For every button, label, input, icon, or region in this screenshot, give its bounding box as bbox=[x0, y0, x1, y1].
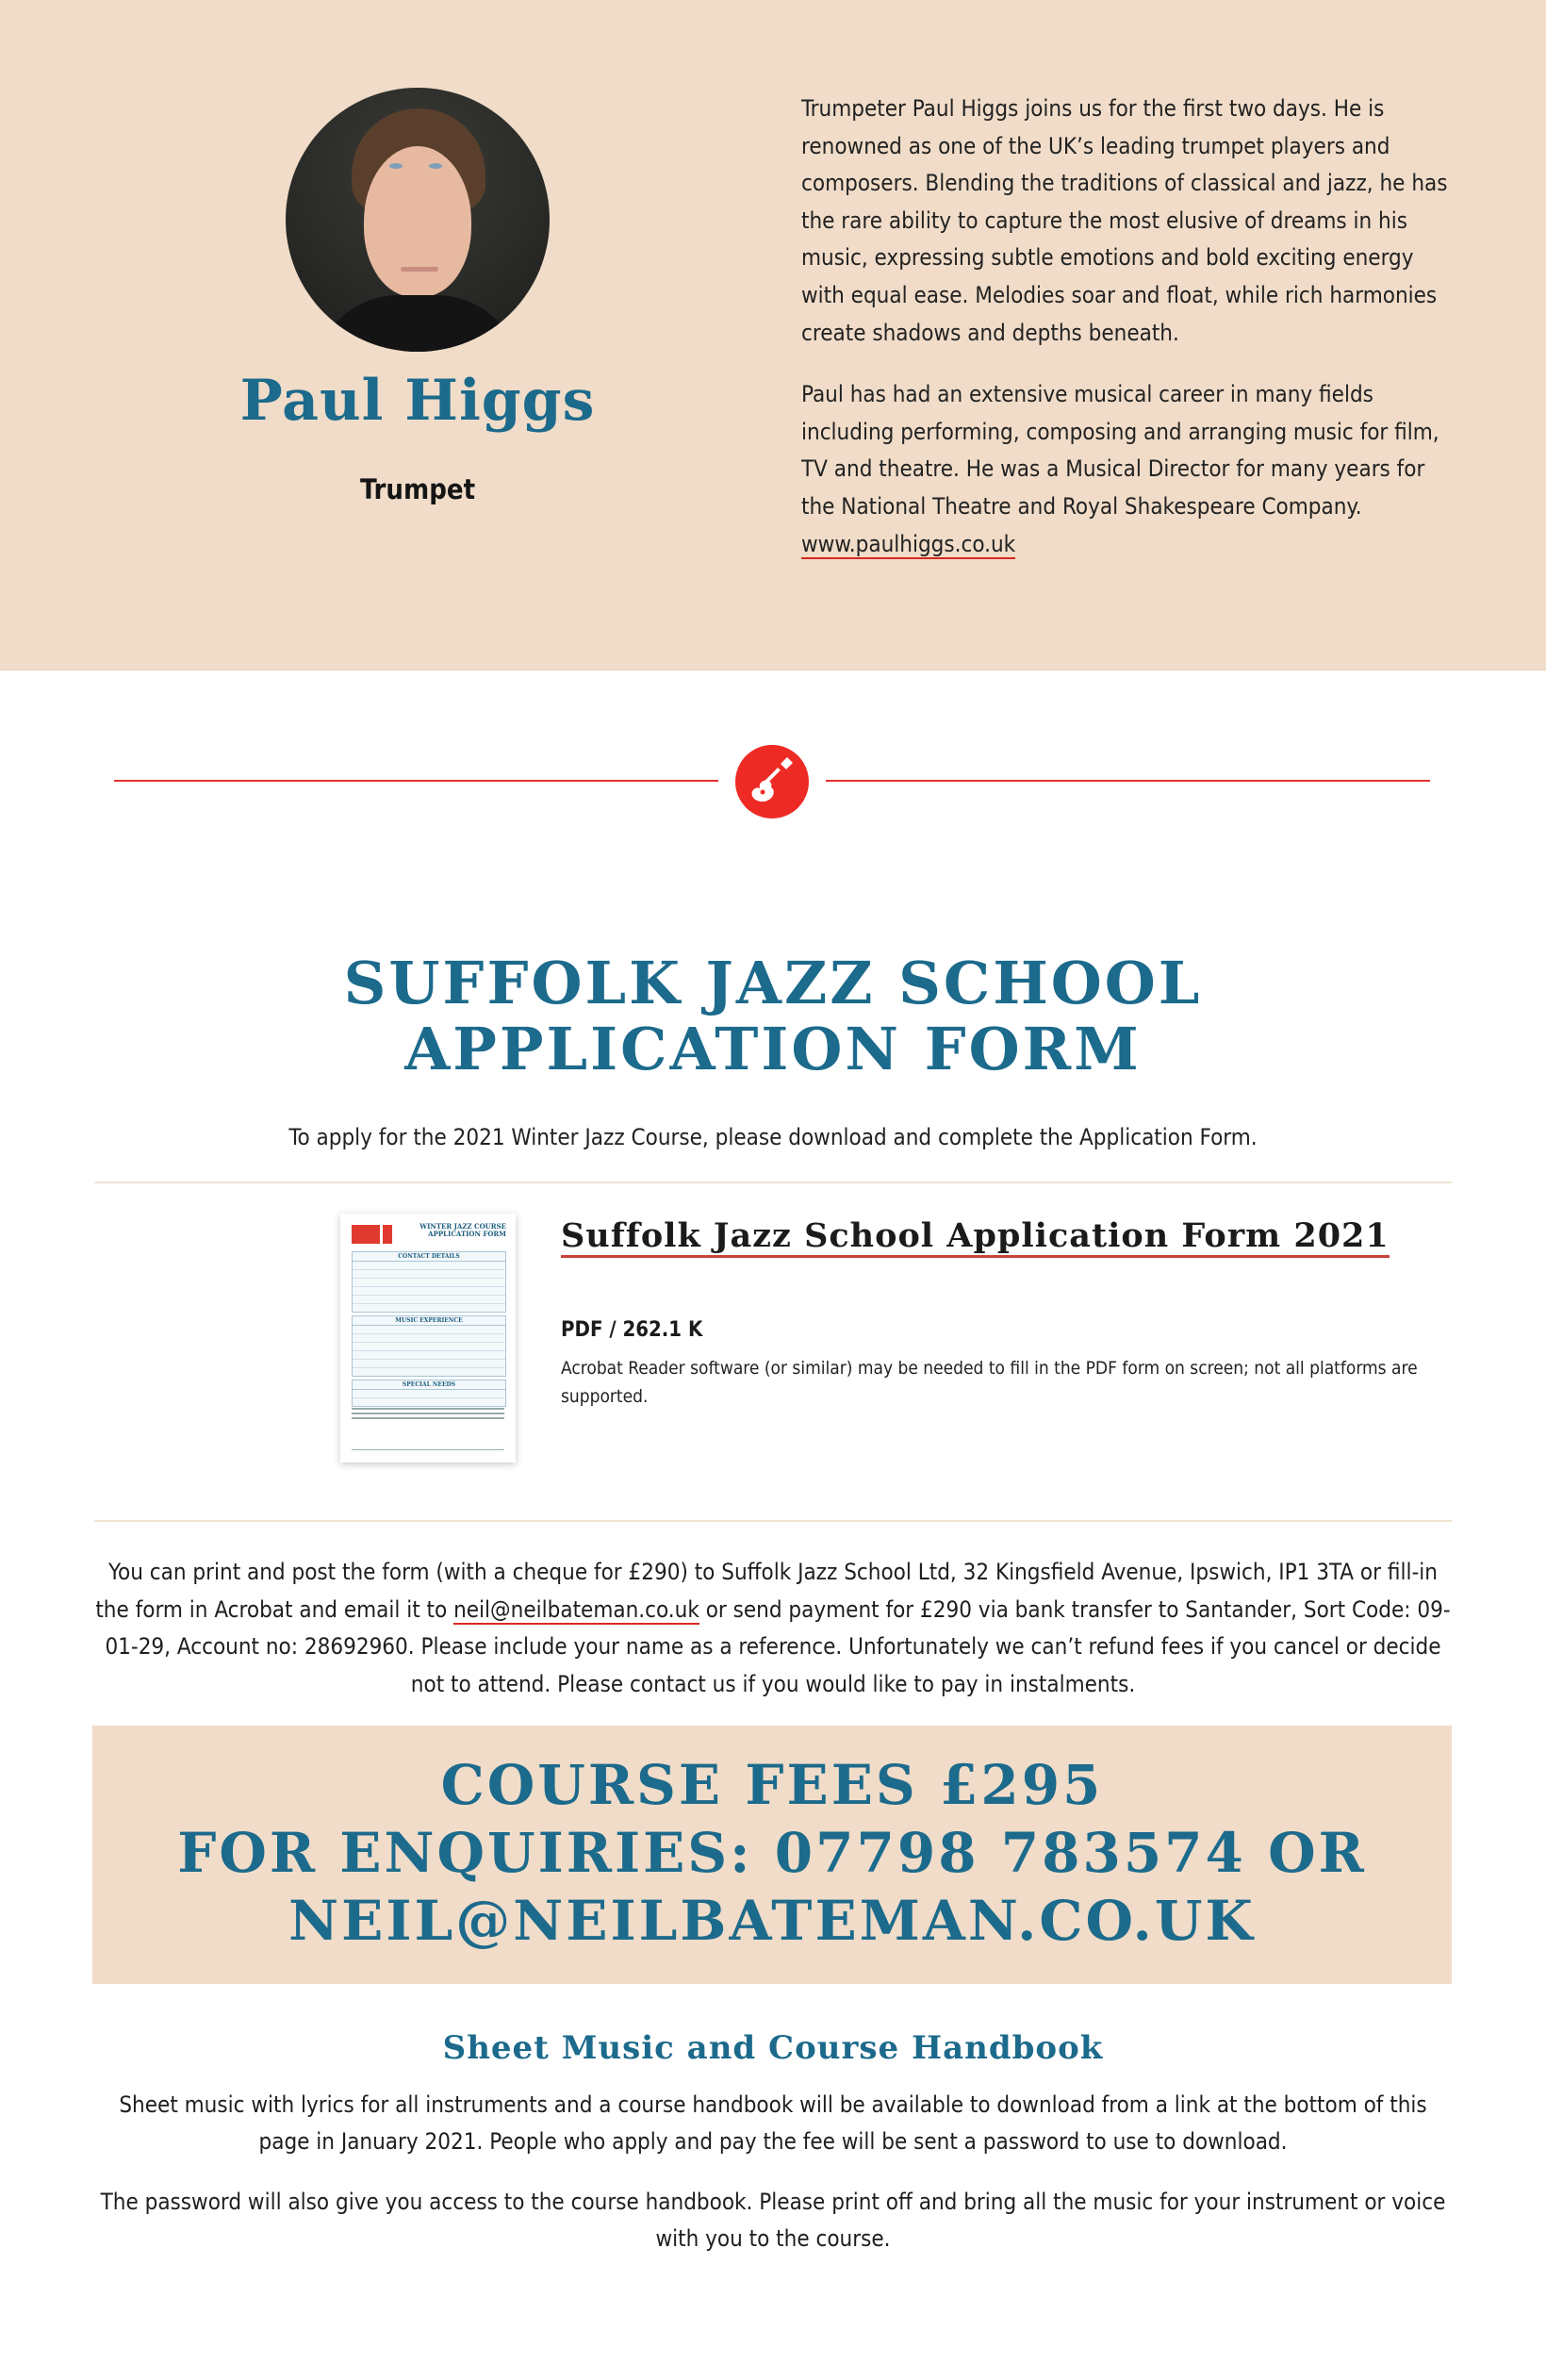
payment-text: or send payment for £290 via bank transfer to Santander, Sort Code: 09-01-29, Account no: 28692960. Please include your name as a reference. Unfortunately we can’t refund fees if you cancel or decide not to attend. Please contact us if you would like to pay in instalments. bbox=[105, 1595, 1451, 1697]
application-form-download-link[interactable]: Suffolk Jazz School Application Form 2021 bbox=[561, 1216, 1390, 1258]
photo-shirt bbox=[314, 295, 521, 352]
application-title-line: SUFFOLK JAZZ SCHOOL bbox=[343, 949, 1203, 1017]
course-fees-box bbox=[92, 1726, 1452, 1984]
thumbnail-fine-print bbox=[352, 1408, 504, 1410]
photo-face bbox=[364, 146, 471, 297]
bio-text: Paul has had an extensive musical career in many fields including performing, composing and arranging music for film, TV and theatre. He was a Musical Director for many years for the National Theatre and Royal Shakespeare Company. bbox=[801, 381, 1439, 520]
photo-eye bbox=[429, 163, 442, 169]
guitar-icon bbox=[735, 745, 809, 818]
photo-eye bbox=[389, 163, 403, 169]
file-meta: PDF / 262.1 K bbox=[561, 1318, 703, 1342]
thumbnail-section-heading: CONTACT DETAILS bbox=[353, 1252, 505, 1262]
thumbnail-logo bbox=[352, 1225, 380, 1244]
thumbnail-title: WINTER JAZZ COURSE APPLICATION FORM bbox=[419, 1222, 506, 1238]
payment-instructions bbox=[94, 1554, 1452, 1703]
artist-photo bbox=[286, 88, 550, 352]
divider-line-left bbox=[114, 780, 718, 782]
guitar-glyph bbox=[735, 745, 809, 818]
acrobat-note: Acrobat Reader software (or similar) may be needed to fill in the PDF form on screen; not all platforms are supported. bbox=[561, 1358, 1418, 1407]
thumbnail-fine-print bbox=[352, 1413, 504, 1414]
artist-bio bbox=[801, 91, 1461, 587]
application-form-title bbox=[561, 1215, 1438, 1258]
divider-line-right bbox=[826, 780, 1430, 782]
email-link[interactable]: neil@neilbateman.co.uk bbox=[453, 1595, 699, 1623]
sheet-music-title: Sheet Music and Course Handbook bbox=[442, 2029, 1104, 2067]
photo-mouth bbox=[401, 267, 438, 272]
section-rule bbox=[94, 1520, 1452, 1522]
artist-website-link[interactable]: www.paulhiggs.co.uk bbox=[801, 530, 1016, 557]
bio-paragraph: Trumpeter Paul Higgs joins us for the first two days. He is renowned as one of the UK’s leading trumpet players and composers. Blending the traditions of classical and jazz, he has the rare ability to capture the most elusive of dreams in his music, expressing subtle emotions and bold exciting energy with equal ease. Melodies soar and float, while rich harmonies create shadows and depths beneath. bbox=[801, 95, 1448, 346]
bio-paragraph bbox=[801, 376, 1461, 563]
section-rule bbox=[94, 1182, 1452, 1183]
artist-instrument: Trumpet bbox=[359, 473, 476, 505]
application-title bbox=[113, 950, 1433, 1083]
artist-section bbox=[0, 0, 1546, 670]
thumbnail-section-heading: MUSIC EXPERIENCE bbox=[353, 1316, 505, 1326]
application-intro: To apply for the 2021 Winter Jazz Course, please download and complete the Application Form. bbox=[288, 1124, 1258, 1150]
thumbnail-section bbox=[352, 1315, 506, 1377]
thumbnail-fine-print bbox=[352, 1417, 504, 1419]
thumbnail-section bbox=[352, 1251, 506, 1313]
thumbnail-fine-print bbox=[352, 1449, 504, 1450]
enquiries-email-line: NEIL@NEILBATEMAN.CO.UK bbox=[288, 1889, 1256, 1953]
thumbnail-section bbox=[352, 1380, 506, 1407]
sheet-music-paragraph: The password will also give you access to the course handbook. Please print off and bring all the music for your instrument or voice with you to the course. bbox=[100, 2189, 1446, 2252]
application-form-thumbnail[interactable] bbox=[340, 1214, 516, 1463]
artist-name: Paul Higgs bbox=[239, 368, 596, 434]
payment-text: You can print and post the form (with a cheque for £290) to Suffolk Jazz School Ltd, 32 Kingsfield Avenue, Ipswich, IP1 3TA or fill-in the form in Acrobat and email it to bbox=[95, 1559, 1438, 1623]
thumbnail-section-heading: SPECIAL NEEDS bbox=[353, 1380, 505, 1390]
enquiries-line: FOR ENQUIRIES: 07798 783574 OR bbox=[177, 1821, 1367, 1885]
course-fees-line: COURSE FEES £295 bbox=[440, 1753, 1104, 1817]
sheet-music-paragraph: Sheet music with lyrics for all instruments and a course handbook will be available to download from a link at the bottom of this page in January 2021. People who apply and pay the fee will be sent a password to use to download. bbox=[119, 2091, 1427, 2155]
application-title-line: APPLICATION FORM bbox=[404, 1015, 1142, 1083]
thumbnail-logo bbox=[383, 1225, 392, 1244]
